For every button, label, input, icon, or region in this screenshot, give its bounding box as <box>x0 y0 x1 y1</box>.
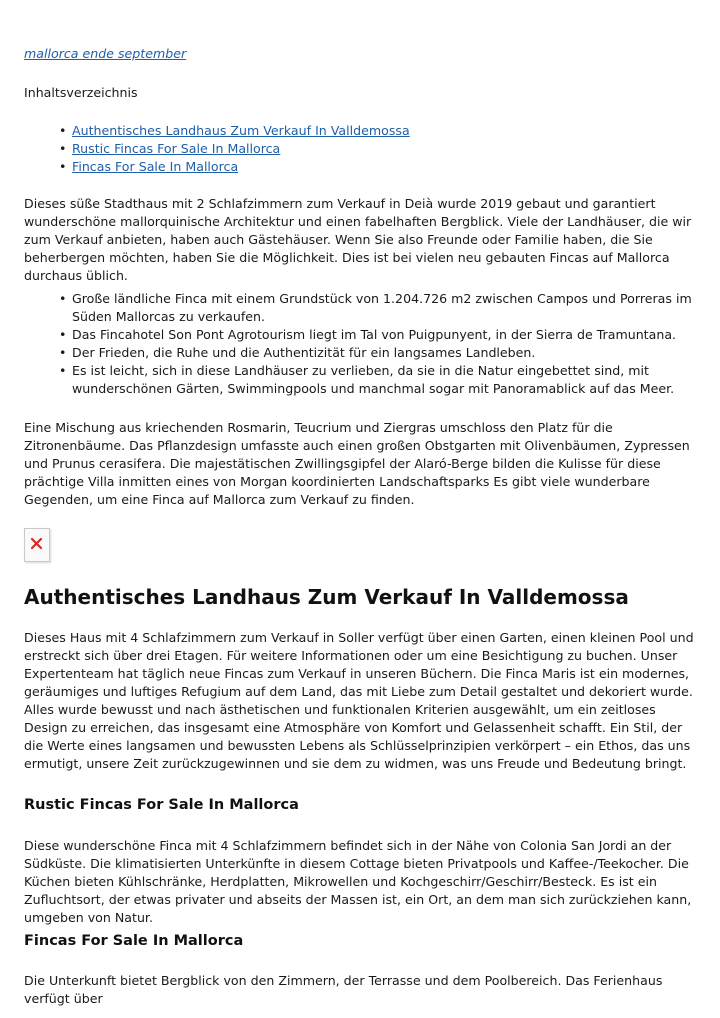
broken-image <box>24 528 50 562</box>
feature-list-item: • Große ländliche Finca mit einem Grundstück von 1.204.726 m2 zwischen Campos und Porreras im Süden Mallorcas zu verkaufen. <box>24 290 696 326</box>
toc-list <box>24 122 696 176</box>
feature-list-item: • Es ist leicht, sich in diese Landhäuser zu verlieben, da sie in die Natur eingebettet sind, mit wunderschönen Gärten, Swimmingpools und manchmal sogar mit Panoramablick auf das Meer. <box>24 362 696 398</box>
toc-item <box>24 122 696 140</box>
intro-paragraph: Dieses süße Stadthaus mit 2 Schlafzimmern zum Verkauf in Deià wurde 2019 gebaut und garantiert wunderschöne mallorquinische Architektur und einen fabelhaften Bergblick. Viele der Landhäuser, die wir zum Verkauf anbieten, haben auch Gästehäuser. Wenn Sie also Freunde oder Familie haben, die Sie beherbergen möchten, haben Sie die Möglichkeit. Dies ist bei vielen neu gebauten Fincas auf Mallorca durchaus üblich. <box>24 196 692 283</box>
section-text-valldemossa: Dieses Haus mit 4 Schlafzimmern zum Verkauf in Soller verfügt über einen Garten, einen kleinen Pool und erstreckt sich über drei Etagen. Für weitere Informationen oder um eine Besichtigung zu buchen. Unser Expertenteam hat täglich neue Fincas zum Verkauf in unseren Büchern. Die Finca Maris ist ein modernes, geräumiges und luftiges Refugium auf dem Land, das mit Liebe zum Detail gestaltet und dekoriert wurde. Alles wurde bewusst und nach ästhetischen und funktionalen Kriterien ausgewählt, um ein zeitloses Design zu erreichen, das insgesamt eine Atmosphäre von Komfort und Gelassenheit schafft. Ein Stil, der die Werte eines langsamen und bewussten Lebens als Schlüsselprinzipien verkörpert – ein Ethos, das uns ermutigt, unsere Zeit zurückzugewinnen und sie dem zu widmen, was uns Freude und Bedeutung bringt. <box>24 630 694 771</box>
section-text-rustic-fincas: Diese wunderschöne Finca mit 4 Schlafzimmern befindet sich in der Nähe von Colonia San Jordi an der Südküste. Die klimatisierten Unterkünfte in diesem Cottage bieten Privatpools und Kaffee-/Teekocher. Die Küchen bieten Kühlschränke, Herdplatten, Mikrowellen und Kochgeschirr/Geschirr/Besteck. Es ist ein Zufluchtsort, der etwas privater und abseits der Massen ist, ein Ort, an dem man sich zurückziehen kann, umgeben von Natur. <box>24 838 692 925</box>
feature-list-item: • Das Fincahotel Son Pont Agrotourism liegt im Tal von Puigpunyent, in der Sierra de Tramuntana. <box>24 326 696 344</box>
toc-link-fincas-mallorca[interactable]: Fincas For Sale In Mallorca <box>72 159 239 174</box>
feature-list <box>24 290 696 398</box>
top-link[interactable]: mallorca ende september <box>24 46 187 61</box>
feature-list-item: • Der Frieden, die Ruhe und die Authentizität für ein langsames Landleben. <box>24 344 696 362</box>
toc-title: Inhaltsverzeichnis <box>24 85 138 100</box>
section-heading-fincas-mallorca: Fincas For Sale In Mallorca <box>24 933 244 949</box>
second-paragraph: Eine Mischung aus kriechenden Rosmarin, Teucrium und Ziergras umschloss den Platz für die Zitronenbäume. Das Pflanzdesign umfasste auch einen großen Obstgarten mit Olivenbäumen, Zypressen und Prunus cerasifera. Die majestätischen Zwillingsgipfel der Alaró-Berge bilden die Kulisse für diese prächtige Villa inmitten eines von Morgan koordinierten Landschaftsparks Es gibt viele wunderbare Gegenden, um eine Finca auf Mallorca zum Verkauf zu finden. <box>24 420 690 507</box>
section-text-fincas-mallorca: Die Unterkunft bietet Bergblick von den Zimmern, der Terrasse und dem Poolbereich. Das Ferienhaus verfügt über <box>24 973 663 1006</box>
toc-link-valldemossa[interactable]: Authentisches Landhaus Zum Verkauf In Valldemossa <box>72 123 410 138</box>
toc-item <box>24 158 696 176</box>
broken-image-icon <box>30 537 43 550</box>
toc-item <box>24 140 696 158</box>
toc-link-rustic-fincas[interactable]: Rustic Fincas For Sale In Mallorca <box>72 141 281 156</box>
section-heading-rustic-fincas: Rustic Fincas For Sale In Mallorca <box>24 797 299 813</box>
section-heading-valldemossa: Authentisches Landhaus Zum Verkauf In Valldemossa <box>24 585 629 609</box>
